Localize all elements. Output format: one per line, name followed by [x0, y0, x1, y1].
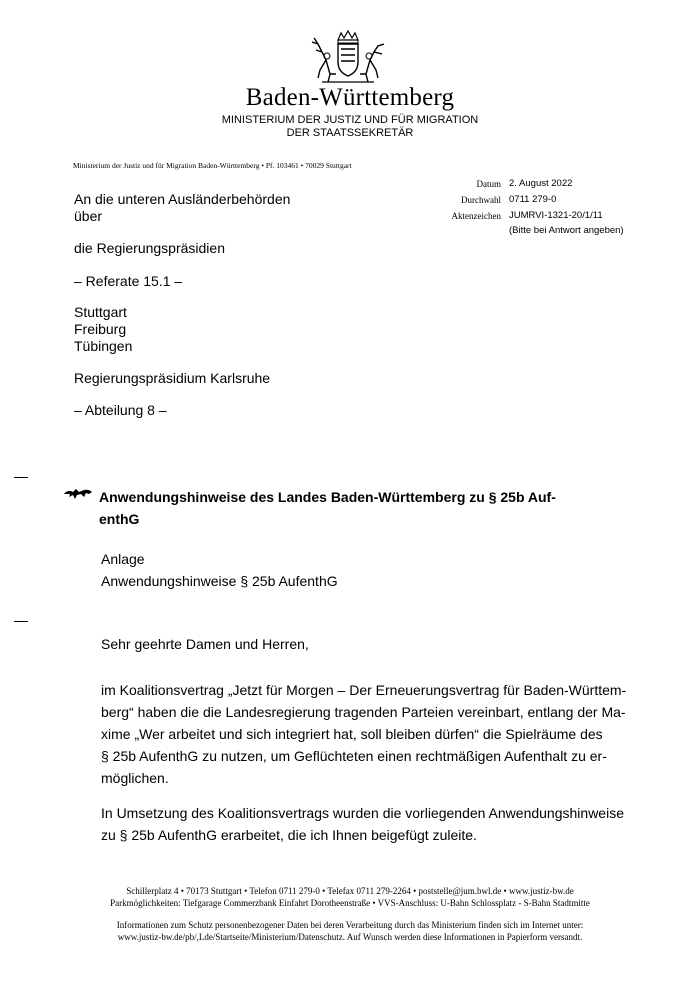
sender-line: Ministerium der Justiz und für Migration Baden-Württemberg • Pf. 103461 • 70029 Stuttgart [73, 161, 352, 170]
durchwahl-label: Durchwahl [461, 195, 501, 205]
attachment-item: Anwendungshinweise § 25b AufenthG [101, 573, 338, 589]
recipient-line: Regierungspräsidium Karlsruhe [74, 370, 271, 386]
fold-mark [14, 477, 28, 478]
body-line: § 25b AufenthG zu nutzen, um Geflüchteten einen rechtmäßigen Aufenthalt zu er- [101, 748, 607, 764]
recipient-city: Freiburg [74, 321, 127, 337]
footer-privacy: www.justiz-bw.de/pb/,Lde/Startseite/Ministerium/Datenschutz. Auf Wunsch werden diese Informationen in Papierform versandt. [117, 932, 583, 942]
aktenzeichen-label: Aktenzeichen [451, 211, 501, 221]
footer-parking: Parkmöglichkeiten: Tiefgarage Commerzbank Einfahrt Dorotheenstraße • VVS-Anschluss: U-Bahn Schlossplatz - S-Bahn Stadtmitte [110, 898, 590, 908]
recipient-line: über [74, 208, 103, 224]
recipient-line: – Referate 15.1 – [74, 273, 183, 289]
state-name-heading: Baden-Württemberg [245, 84, 455, 111]
coat-of-arms-logo [308, 30, 388, 84]
subject-line: enthG [99, 511, 140, 527]
body-line: berg“ haben die die Landesregierung tragenden Parteien vereinbart, entlang der Ma- [101, 704, 626, 720]
datum-value: 2. August 2022 [509, 178, 573, 189]
recipient-line: – Abteilung 8 – [74, 402, 167, 418]
body-line: zu § 25b AufenthG erarbeitet, die ich Ihnen beigefügt zuleite. [101, 827, 477, 843]
aktenzeichen-value: JUMRVI-1321-20/1/11 [509, 210, 603, 221]
ministry-name: MINISTERIUM DER JUSTIZ UND FÜR MIGRATION [221, 114, 479, 126]
durchwahl-value: 0711 279-0 [509, 194, 557, 205]
ministry-subtitle: DER STAATSSEKRETÄR [286, 127, 414, 139]
footer-privacy: Informationen zum Schutz personenbezogener Daten bei deren Verarbeitung durch das Ministerium finden sich im Internet unter: [116, 920, 584, 930]
aktenzeichen-note: (Bitte bei Antwort angeben) [509, 225, 624, 236]
recipient-line: An die unteren Ausländerbehörden [74, 191, 291, 207]
salutation: Sehr geehrte Damen und Herren, [101, 636, 309, 652]
datum-label: Datum [476, 179, 501, 189]
body-line: im Koalitionsvertrag „Jetzt für Morgen – Der Erneuerungsvertrag für Baden-Württem- [101, 682, 627, 698]
recipient-city: Tübingen [74, 338, 133, 354]
recipient-city: Stuttgart [74, 304, 127, 320]
attachment-label: Anlage [101, 551, 145, 567]
footer-address: Schillerplatz 4 • 70173 Stuttgart • Telefon 0711 279-0 • Telefax 0711 279-2264 • poststelle@jum.bwl.de • www.justiz-bw.de [126, 886, 574, 896]
body-line: möglichen. [101, 770, 169, 786]
fold-mark [14, 621, 28, 622]
body-line: In Umsetzung des Koalitionsvertrags wurden die vorliegenden Anwendungshinweise [101, 805, 624, 821]
recipient-line: die Regierungspräsidien [74, 240, 225, 256]
lion-icon [62, 485, 94, 501]
subject-line: Anwendungshinweise des Landes Baden-Württemberg zu § 25b Auf- [99, 489, 556, 505]
body-line: xime „Wer arbeitet und sich integriert hat, soll bleiben dürfen“ die Spielräume des [101, 726, 603, 742]
